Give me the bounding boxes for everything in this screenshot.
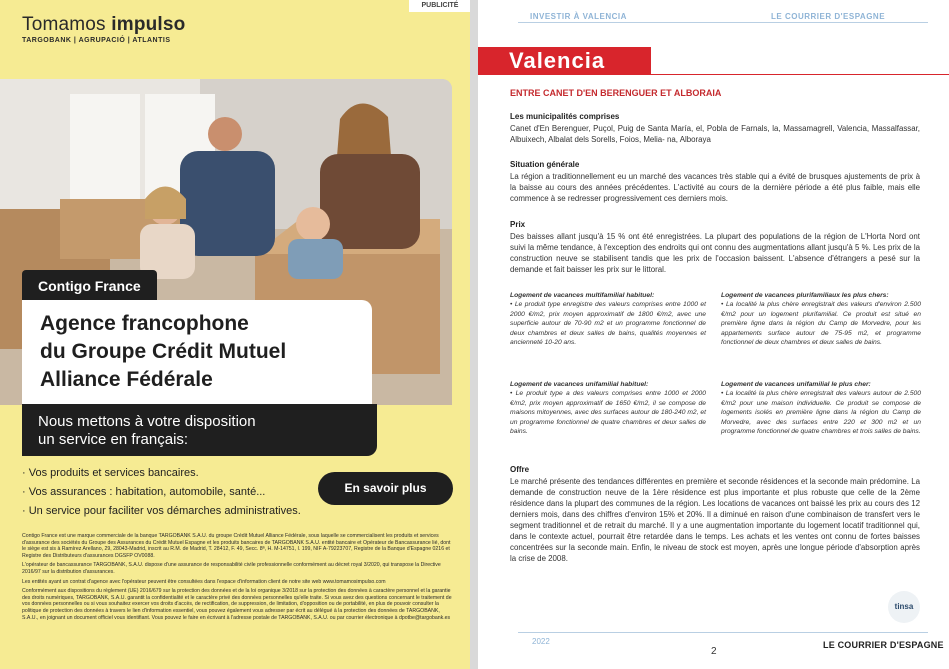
legal-paragraph: L'opérateur de bancassurance TARGOBANK, S.A.U. dispose d'une assurance de responsabilité civile professionnelle conformément au décret royal 3/2020, qui transpose la Directive 2016/97 sur la distribution d'assurances. [22, 562, 441, 575]
info-box-text: • La localité la plus chère enregistrait des valeurs autour de 2.500 €/m2 pour une maison individuelle. Ce produit se compose de logements isolés en première ligne dans la région du Camp de Morvedre, avec des surfaces entre 220 et 300 m2 et un programme fonctionnel de quatre chambres et trois salles de bains. [721, 390, 921, 436]
prix-text: Des baisses allant jusqu'à 15 % ont été enregistrées. La plupart des populations de la région de L'Horta Nord ont suivi la même tendance, à l'exception des endroits qui ont connu des augmentations allant jusqu'à 5 %. Les prix de la construction neuve se stabilisent tandis que les prix de l'occasion baissent. L'absence d'étrangers a pesé sur la demande et fait baisser les prix sur le littoral. [510, 232, 920, 274]
publication-header: LE COURRIER D'ESPAGNE [771, 12, 886, 21]
legal-notice [22, 533, 454, 624]
legal-paragraph: Contigo France est une marque commerciale de la banque TARGOBANK S.A.U. du groupe Crédit Mutuel Alliance Fédérale, sous laquelle se commercialisent les produits et services d'assurance des sociétés du Groupe des Assurances du Crédit Mutuel Espagne et les produits bancaires de TARGOBANK S.A.U. entité bancaire et Opérateur de Bancassurance lié, dont le siège est sis à Ramírez Arellano, 29, 28043-Madrid, inscrit au R.M. de Madrid, T. 28412, F. 49, Secc. 8ª, H. M-14751, I. 199, NIF A-79223707, Registre de la Banque d'Espagne 0216 et Registre des Distributeurs d'assurances DGSFP OV0088. [22, 533, 451, 559]
info-box-text: • Le produit type a des valeurs comprises entre 1000 et 2000 €/m2, prix moyen approximatif de 1650 €/m2, il se compose de maisons mitoyennes, avec des surfaces autour de 180-240 m2, et un programme fonctionnel de quatre chambres et deux salles de bains. [510, 390, 706, 436]
footer-publication-logo: LE COURRIER D'ESPAGNE [823, 640, 944, 650]
info-box-text: • La localité la plus chère enregistrait des valeurs d'environ 2.500 €/m2 pour un logement plurifamilial. Ce produit est situé en première ligne dans la région du Camp de Morvedre, pour les appartements surface autour de 75-95 m2, et programme fonctionnel de deux chambres et deux salles de bains. [721, 301, 921, 347]
contigo-france-tab: Contigo France [22, 270, 157, 302]
city-underline [478, 74, 949, 75]
bullet-item: · Vos produits et services bancaires. [22, 467, 199, 479]
municipalites-text: Canet d'En Berenguer, Puçol, Puig de Santa María, el, Pobla de Farnals, la, Massamagrell, Valencia, Massalfassar, Albuixech, Albalat dels Sorells, Foios, Melia- na, Alboraya [510, 124, 920, 144]
header-divider [518, 22, 928, 23]
section-header: INVESTIR À VALENCIA [530, 12, 627, 21]
headline-box [22, 300, 372, 404]
publicite-tab: PUBLICITÉ [409, 0, 470, 12]
page-gutter [470, 0, 478, 669]
info-box-title: Logement de vacances plurifamiliaux les plus chers: [721, 292, 889, 299]
info-box [510, 291, 706, 347]
info-box-title: Logement de vacances multifamilial habituel: [510, 292, 655, 299]
info-box [721, 380, 921, 436]
situation-heading: Situation générale [510, 160, 580, 169]
headline-line: Alliance Fédérale [40, 368, 213, 391]
situation-text: La région a traditionnellement eu un marché des vacances très stable qui a évité de brusques ajustements de prix à la baisse au cours des années précédentes. L'activité au cours de la dernière période a été plus faible, mais elle commence à se redresser progressivement ces derniers mois. [510, 172, 920, 203]
brand-logo: Tomamos impulso [22, 14, 186, 35]
service-line: Nous mettons à votre disposition [38, 413, 256, 430]
municipalites-heading: Les municipalités comprises [510, 112, 620, 121]
service-banner [22, 404, 377, 456]
service-line: un service en français: [38, 431, 189, 448]
article-page [478, 0, 949, 669]
footer-year: 2022 [532, 637, 550, 646]
headline-line: du Groupe Crédit Mutuel [40, 340, 287, 363]
brand-subtitle: TARGOBANK | AGRUPACIÓ | ATLANTIS [22, 37, 171, 44]
city-title: Valencia [478, 47, 651, 74]
bullet-item: · Un service pour faciliter vos démarches administratives. [22, 505, 301, 517]
info-box-title: Logement de vacances unifamilial habituel: [510, 381, 649, 388]
offre-heading: Offre [510, 465, 530, 474]
bullet-item: · Vos assurances : habitation, automobile, santé... [22, 486, 266, 498]
advertisement-page [0, 0, 470, 669]
offre-text: Le marché présente des tendances différentes en première et seconde résidences et la seconde main prédomine. La demande de construction neuve de la 1ère résidence est plus importante et plus robuste que celle de la 2ème résidence dans la plupart des communes de la région. Les locations de vacances ont baissé les prix au cours des 12 derniers mois, dans des chiffres d'environ 15% et 20%. Il a diminué en raison d'une combinaison de transfert vers le segment traditionnel et de retrait du marché. Il y a une augmentation importante du logement locatif traditionnel qui, dans le contexte actuel, pourrait être retardée dans le temps. Les achats et les ventes ont connu de fortes baisses concentrées sur la seconde main. Enfin, le niveau de stock est moyen, après une longue période d'absorption après la crise de 2008. [510, 477, 920, 563]
info-box-text: • Le produit type enregistre des valeurs comprises entre 1000 et 2000 €/m2, prix moyen approximatif de 1800 €/m2, avec une superficie autour de 70-90 m2 et un programme fonctionnel de deux chambres et deux salles de bains, qualités moyennes et ancienneté 10-20 ans. [510, 301, 706, 347]
en-savoir-plus-button[interactable]: En savoir plus [318, 472, 453, 505]
page-number: 2 [711, 646, 717, 657]
article-subtitle: ENTRE CANET D'EN BERENGUER ET ALBORAIA [510, 88, 722, 98]
info-box-title: Logement de vacances unifamilial le plus cher: [721, 381, 871, 388]
legal-paragraph: Les entités ayant un contrat d'agence avec l'opérateur peuvent être consultées dans l'espace d'information client de notre site web www.tomamosimpulso.com [22, 578, 386, 585]
prix-heading: Prix [510, 220, 526, 229]
headline-line: Agence francophone [40, 312, 249, 335]
info-box [510, 380, 706, 436]
tinsa-logo: tinsa [888, 591, 920, 623]
legal-paragraph: Conformément aux dispositions du règlement (UE) 2016/679 sur la protection des données et de la loi organique 3/2018 sur la protection des données à caractère personnel et la garantie des droits numériques, TARGOBANK, S.A.U. garantit la confidentialité et le caractère privé des données personnelles qu'elle traite. Si vous avez des questions concernant le traitement de vos données personnelles ou si vous souhaitez exercer vos droits d'accès, de rectification, de suppression, de limitation, d'opposition ou de portabilité, en plus de pouvoir consulter la politique de protection des données à travers le lien d'information essentiel, vous pouvez également vous adresser par écrit au délégué à la protection des données de TARGOBANK, S.A.U., en joignant un document officiel vous identifiant. Vous pouvez le faire en écrivant à l'adresse postale de TARGOBANK, S.A.U. ou par courrier électronique à dpotbe@targobank.es [22, 588, 452, 621]
footer-divider [518, 632, 928, 633]
info-box [721, 291, 921, 347]
